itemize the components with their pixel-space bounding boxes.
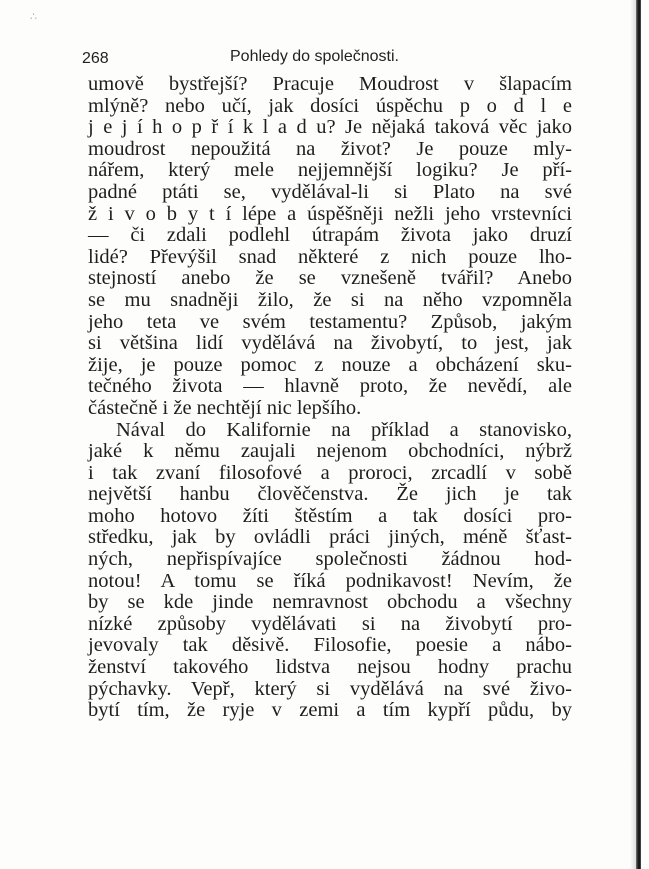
text-line: se mu snadněji žilo, že si na něho vzpomněla	[88, 288, 572, 311]
binding-edge	[636, 0, 641, 869]
text-line: jeho teta ve svém testamentu? Způsob, jakým	[88, 310, 572, 333]
text-line: žije, je pouze pomoc z nouze a obcházení sku-	[88, 353, 572, 376]
text-line: nízké způsoby vydělávati si na živobytí pro-	[88, 612, 572, 635]
text-line: Nával do Kalifornie na příklad a stanovisko,	[116, 418, 572, 441]
text-line: moudrost nepoužitá na život? Je pouze mly-	[88, 137, 572, 160]
text-line: notou! A tomu se říká podnikavost! Nevím, že	[88, 569, 572, 592]
text-line: nářem, který mele nejjemnější logiku? Je pří-	[88, 159, 572, 182]
page-number: 268	[82, 50, 109, 67]
body-text	[88, 74, 572, 722]
text-line: — či zdali podlehl útrapám života jako druzí	[88, 224, 572, 247]
text-line: padné ptáti se, vydělával-li si Plato na své	[88, 180, 572, 203]
text-line: lidé? Převýšil snad některé z nich pouze lho-	[88, 245, 572, 268]
text-line: mlýně? nebo učí, jak dosíci úspěchu p o d l e	[88, 94, 572, 117]
text-line: umově bystřejší? Pracuje Moudrost v šlapacím	[88, 73, 572, 95]
text-line: jaké k němu zaujali nejenom obchodníci, nýbrž	[88, 440, 572, 463]
text-line: ných, nepřispívajíce společnosti žádnou hod-	[88, 548, 572, 571]
text-line: pýchavky. Vepř, který si vydělává na své živo-	[88, 677, 572, 700]
text-line: středku, jak by ovládli práci jiných, méně šťast-	[88, 526, 572, 549]
text-line: by se kde jinde nemravnost obchodu a všechny	[88, 591, 572, 614]
text-line: si většina lidí vydělává na živobytí, to jest, jak	[88, 332, 572, 355]
running-title: Pohledy do společnosti.	[230, 48, 399, 65]
text-line: j e j í h o p ř í k l a d u? Je nějaká taková věc jako	[88, 116, 572, 139]
text-line: největší hanbu člověčenstva. Že jich je tak	[88, 483, 572, 506]
text-line: ž i v o b y t í lépe a úspěšněji nežli jeho vrstevníci	[88, 202, 572, 225]
text-line: bytí tím, že ryje v zemi a tím kypří půdu, by	[88, 699, 572, 722]
text-line: i tak zvaní filosofové a proroci, zrcadlí v sobě	[88, 461, 572, 484]
text-line: stejností anebo že se vznešeně tvářil? Anebo	[88, 267, 572, 290]
text-line: částečně i že nechtějí nic lepšího.	[88, 396, 362, 419]
page-header	[82, 48, 572, 68]
text-line: jevovaly tak děsivě. Filosofie, poesie a nábo-	[88, 634, 572, 657]
text-line: moho hotovo žíti štěstím a tak dosíci pro-	[88, 504, 572, 527]
text-line: ženství takového lidstva nejsou hodny prachu	[88, 656, 572, 679]
text-line: tečného života — hlavně proto, že nevědí, ale	[88, 375, 572, 398]
paper-smudge: ∴	[30, 10, 37, 23]
